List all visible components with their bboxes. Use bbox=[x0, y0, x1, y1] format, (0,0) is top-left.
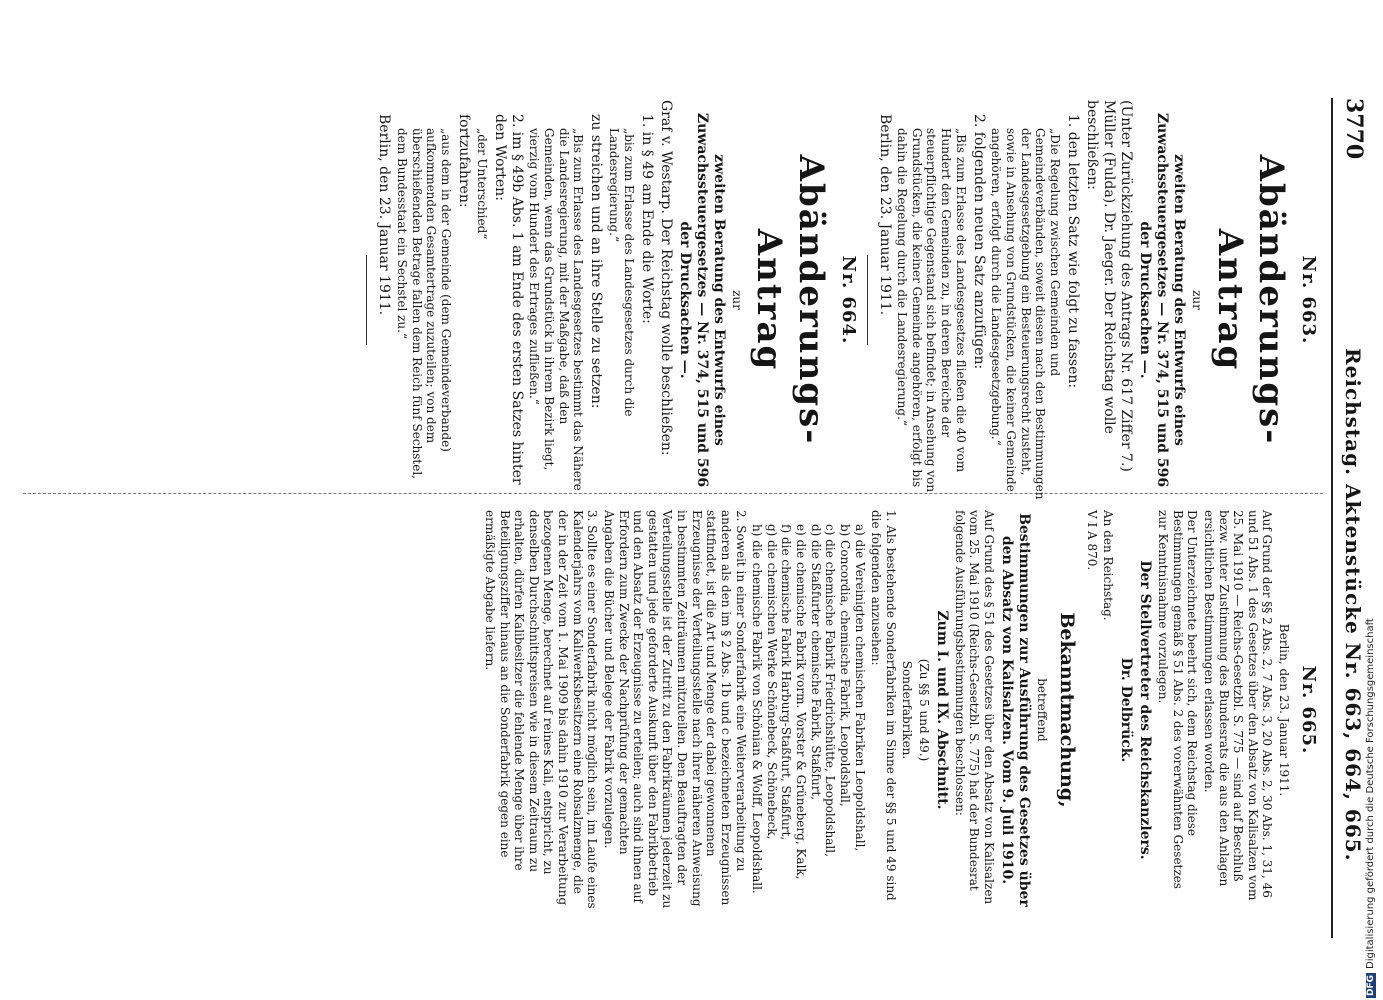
doc-item-2: 2. folgenden neuen Satz anzufügen: bbox=[970, 114, 987, 370]
running-title: Reichstag. Aktenstücke Nr. 663, 664, 665. bbox=[1341, 348, 1365, 862]
doc-place-date: Berlin, den 23. Januar 1911. bbox=[876, 114, 893, 316]
doc-intro: Graf v. Westarp. Der Reichstag wolle beschließen: bbox=[657, 100, 674, 456]
doc-item-2b: fortzufahren: bbox=[456, 114, 473, 208]
list-item: g) die chemischen Werke Schönebeck, Schönebeck, bbox=[764, 524, 779, 840]
doc-number: Nr. 665. bbox=[1298, 665, 1319, 755]
signature-title: Der Stellvertreter des Reichskanzlers. bbox=[1137, 560, 1154, 860]
document-665 bbox=[482, 510, 1319, 910]
funding-note-text: Digitalisierung gefördert durch die Deutsche Forschungsgemeinschaft bbox=[1365, 618, 1376, 969]
doc-number: Nr. 663. bbox=[1298, 255, 1319, 345]
section-subheading: (Zu §§ 5 und 49.) bbox=[917, 658, 932, 762]
doc-date: Berlin, den 23. Januar 1911. bbox=[1277, 623, 1292, 797]
doc-number: Nr. 664. bbox=[837, 255, 859, 345]
list-item: c) die chemische Fabrik Friedrichshütte, Leopoldshall, bbox=[823, 524, 838, 857]
doc-item-1: 1. den letzten Satz wie folgt zu fassen: bbox=[1065, 114, 1082, 389]
page-number: 3770 bbox=[1341, 98, 1367, 160]
dfg-logo: DFG bbox=[1366, 974, 1376, 996]
list-item: d) die Staßfurter chemische Fabrik, Staßfurt, bbox=[808, 524, 823, 801]
document-664 bbox=[366, 100, 858, 500]
doc-item-1b-quote: „Bis zum Erlasse des Landesgesetzes bestimmt das Nähere die Landesregierung, mit der Maßgabe, daß den Gemeinden, wenn das Grundstück in ihrem Bezirk liegt, vierzig vom Hundert des Ertrages zufließen.“ bbox=[527, 128, 586, 491]
list-item: b) Concordia, chemische Fabrik, Leopoldshall, bbox=[837, 524, 852, 807]
doc-subtitle: zweiten Beratung des Entwurfs eines Zuwachssteuergesetzes — Nr. 374, 515 und 596 der Drucksachen —. bbox=[1137, 112, 1188, 488]
doc-item-1-quote: „Die Regelung zwischen Gemeinden und Gemeindeverbänden, soweit diesen nach den Bestimmungen der Landesgesetzgebung ein Besteuerungsrecht zusteht, sowie in Ansehung von Grundstücken, die keiner Gemeinde angehören, erfolgt durch die Landesgesetzgebung.“ bbox=[989, 128, 1062, 500]
doc-item-1-quote: „bis zum Erlasse des Landesgesetzes durch die Landesregierung.“ bbox=[607, 128, 636, 417]
announcement-intro: Auf Grund des § 51 des Gesetzes über den Absatz von Kalisalzen vom 25. Mai 1910 (Reichs-Gesetzbl. S. 775) hat der Bundesrat folgende Ausführungsbestimmungen beschlossen: bbox=[952, 510, 997, 905]
clause-3: 3. Sollte es einer Sonderfabrik nicht möglich sein, im Laufe eines Kalenderjahrs vom Kaliwerksbesitzern eine Rohsalzmenge, die der in der Zeit vom 1. Mai 1909 bis dahin 1910 zur Verarbeitung bezogenen Menge, berechnet auf reines Kali, entspricht, zu denselben Durchschnittspreisen wie in diesem Zeitraum zu erhalten, dürfen Kalibesitzer die fehlende Menge über ihre Beteiligungsziffer hinaus an die Sonderfabrik gegen eine ermäßigte Abgabe liefern. bbox=[482, 510, 600, 909]
right-column bbox=[480, 510, 1323, 910]
section-heading: Zum I. und IX. Abschnitt. bbox=[934, 610, 951, 810]
reference-number: V I A 870. bbox=[1084, 510, 1099, 571]
list-item: a) die Vereinigten chemischen Fabriken Leopoldshall, bbox=[852, 524, 867, 852]
list-item: e) die chemische Fabrik vorm. Vorster & Grüneberg, Kalk, bbox=[794, 524, 809, 880]
doc-item-2: 2. im § 49b Abs. 1 am Ende des ersten Satzes hinter den Worten: bbox=[491, 114, 525, 485]
doc-paragraph-2: Der Unterzeichnete beehrt sich, dem Reichstag diese Bestimmungen gemäß § 51 Abs. 2 des vorerwähnten Gesetzes zur Kenntnisnahme vorzulegen. bbox=[1156, 510, 1200, 889]
document-663 bbox=[867, 100, 1319, 500]
addressee: An den Reichstag. bbox=[1101, 510, 1116, 621]
doc-item-2b-quote: „aus dem in der Gemeinde (dem Gemeindeverbande) aufkommenden Gesamtertrage zuzuteilen; von dem überschießenden Betrage fallen dem Reich fünf Sechstel, dem Bundesstaat ein Sechstel zu.“ bbox=[395, 128, 453, 479]
section-topic: Sonderfabriken. bbox=[900, 660, 915, 760]
clause-2: 2. Soweit in einer Sonderfabrik eine Weiterverarbeitung zu anderen als den im § 2 Abs. 1b und c bezeichneten Erzeugnissen stattfindet, ist die Art und Menge der dabei gewonnenen Erzeugnisse der Verteilungsstelle nach ihrer näheren Anweisung in bestimmten Zeiträumen mitzuteilen. Den Beauftragten der Verteilungsstelle ist der Zutritt zu den Fabrikräumen jederzeit zu gestatten und jede geforderte Auskunft über den Fabrikbetrieb und den Absatz der Erzeugnisse zu erteilen; auch sind ihnen auf Erfordern zum Zwecke der Nachprüfung der gemachten Angaben die Bücher und Belege der Fabrik vorzulegen. bbox=[601, 510, 748, 909]
doc-paragraph-1: Auf Grund der §§ 2 Abs. 2, 7 Abs. 3, 20 Abs. 2, 30 Abs. 1, 31, 46 und 51 Abs. 1 des Gesetzes über den Absatz von Kalisalzen vom 25. Mai 1910 — Reichs-Gesetzbl. S. 775 — sind auf Beschluß bezw. unter Zustimmung des Bundesrats die aus den Anlagen ersichtlichen Bestimmungen erlassen worden. bbox=[1201, 510, 1275, 901]
separator-rule bbox=[867, 255, 868, 345]
doc-subtitle: zweiten Beratung des Entwurfs eines Zuwachssteuergesetzes — Nr. 374, 515 und 596 der Drucksachen —. bbox=[676, 112, 728, 488]
doc-item-1: 1. in § 49 am Ende die Worte: bbox=[638, 114, 655, 324]
announcement-betreffend: betreffend bbox=[1034, 678, 1049, 742]
factory-list bbox=[750, 510, 867, 910]
clause-1: 1. Als bestehende Sonderfabriken im Sinne der §§ 5 und 49 sind die folgenden anzusehen: bbox=[869, 510, 898, 901]
page-header bbox=[1331, 98, 1369, 938]
separator-rule bbox=[366, 255, 367, 345]
doc-title: Abänderungs-Antrag bbox=[749, 154, 831, 446]
list-item: h) die chemische Fabrik von Schönian & Wolff, Leopoldshall. bbox=[750, 524, 765, 894]
announcement-subject: Bestimmungen zur Ausführung des Gesetzes über den Absatz von Kalisalzen. Vom 9. Juli 1910. bbox=[999, 513, 1033, 907]
doc-title: Abänderungs-Antrag bbox=[1209, 154, 1292, 446]
signature-name: Dr. Delbrück. bbox=[1118, 657, 1135, 763]
list-item: f) die chemische Fabrik Harburg-Staßfurt, Staßfurt, bbox=[779, 524, 794, 841]
announcement-title: Bekanntmachung, bbox=[1056, 612, 1079, 808]
doc-zu: zur bbox=[1190, 290, 1205, 310]
doc-item-1b: zu streichen und an ihre Stelle zu setzen: bbox=[588, 114, 605, 409]
doc-zu: zur bbox=[729, 290, 744, 310]
left-column bbox=[358, 100, 1323, 500]
funding-note bbox=[1365, 618, 1376, 998]
doc-item-2-quote: „der Unterschied“ bbox=[474, 128, 489, 240]
doc-place-date: Berlin, den 23. Januar 1911. bbox=[376, 114, 393, 316]
doc-item-2-quote: „Bis zum Erlasse des Landesgesetzes fließen die 40 vom Hundert den Gemeinden zu, in deren Bereiche der steuerpflichtige Gegenstand sich befindet; in Ansehung von Grundstücken, die keiner Gemeinde angehören, erfolgt bis dahin die Regelung durch die Landesregierung.“ bbox=[895, 128, 968, 493]
doc-intro: (Unter Zurückziehung des Antrags Nr. 617 Ziffer 7.) Müller (Fulda). Dr. Jaeger. Der Reichstag wolle beschließen: bbox=[1084, 100, 1135, 472]
